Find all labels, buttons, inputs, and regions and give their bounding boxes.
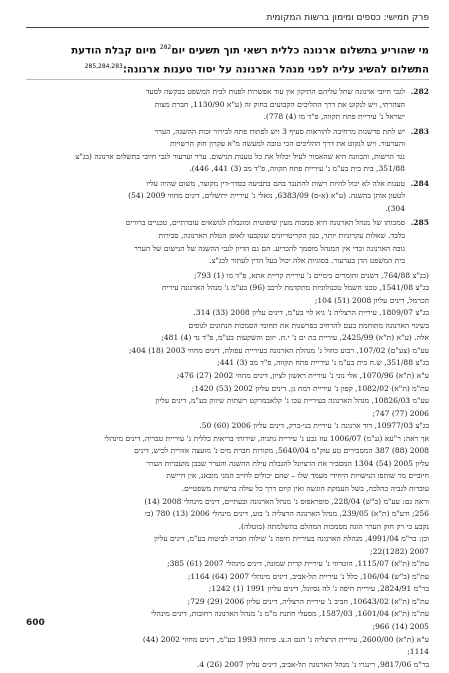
footnote-line — [26, 190, 429, 203]
footnote-text: נגד הרשות, והכוונה היא שהאמור לעיל יכלול את כל טענות הנישום. ערר וערעור לגבי חיובי בתשלום ארנונה (בג"צ — [75, 151, 405, 161]
citation-line: וכן: בר"מ 4991/04, מנהלת הארנונה בעיריית חיפה נ' שילוח חברה לביטוח בע"מ, דינים עליון — [153, 534, 429, 544]
footnote-line — [26, 243, 429, 256]
citation-line: בג"צ 351/88, ש.ח בית בע"מ נ' עיריית פתח תקווה, פ"ד מב (3) 441; — [217, 358, 429, 368]
citation-line: בג"צ 1541/08, טכנו חשמל טכנולוגיות מתקדמת לרכב (96) בע"מ נ' מנהל הארנונה עירית — [161, 283, 429, 293]
citation-line: בג"צ 1809/07, עיריית הרצליה נ' גיא לוי בע"מ, דינים עליון 2008 (33) 314. — [193, 308, 429, 318]
footnote-divider — [26, 79, 429, 80]
citation-line: 1114; — [407, 647, 429, 657]
heading-line-1-text: מי שהוריע בתשלום ארנונה כללית רשאי תוך תשעים יום — [171, 45, 429, 57]
footnote-text: 304). — [385, 203, 405, 213]
citation-line: עובדות לגביה כהלכה, בשל העמקת הוגשה ואין קיום דרך כל עולה ברשויות משפטיים. — [181, 483, 429, 493]
footnote-line — [26, 99, 429, 112]
footnote-text: ישראל נ' עיריית פתח תקווה, פ"ד מו (4) 778). — [263, 112, 405, 122]
citation-line: בר"מ 2824/91, עיריית חיפה נ' לה נסיונל, דינים עליון 1991 (1) 1242; — [208, 584, 429, 594]
citation-line: נקבע כי רק חוק הערר הוגה מסמכות המהלם בהשלמתה (בוטלה). — [238, 521, 429, 531]
footnote-284 — [26, 178, 429, 216]
citation-line: ע"א (ת"א) 2600/00, עיריית הרצליה נ' חנס ה.צ. פיתוח 1993 בע"מ, דינים מחוזי 2002 (44) — [142, 634, 429, 644]
footnote-line — [26, 217, 429, 230]
footnote-line — [26, 163, 429, 176]
footnote-line — [26, 230, 429, 243]
citation-line: 2008 (88) 387 המסבירים טע עוק"מ 5640/04, מקורות חברת מים נ' מועצה אזורית לכיש, דינים — [134, 446, 429, 456]
footnote-text: לגבי חיובי ארנונה שחל עליהם התיקון אין עוד אפשרות לפנות לבית המשפט בבקשה לסעד — [145, 87, 405, 96]
citation-line: 2006 (77) 747; — [372, 408, 429, 418]
header-rule — [26, 27, 429, 28]
citation-line: בשינוי הארנונה מתוחמת בעם להרחיב בפרשנות את תחומי הסמכות הנתונים לגופים — [188, 320, 429, 330]
footnote-line — [26, 138, 429, 151]
citation-line: עת"מ (ת"א) 1082/02, קפון נ' עיריית רמת גן, דינים עליון 2002 (53) 1420; — [191, 383, 429, 393]
citation-line: עת"מ (ת"א) 1115/07, הוטרוזי נ' עיריית קרית שמונה, דינים מינהלי 2007 (61) 385; — [167, 559, 429, 569]
citation-line: ע"א (ת"א) 1070/96, אלי נוני נ' עיריית ראשון לציון, דינים מחוזי 2002 (27) 476; — [176, 371, 429, 381]
footnote-line — [26, 151, 429, 164]
heading-line-1-end: מיום קבלת הודעת — [71, 45, 157, 57]
footnote-text: הצהרתי, ויש לנקוט את דרך ההליכים הקבועים בחוק זה (ע"א 1130/90, חברת מצות — [154, 99, 405, 109]
footnote-number: 282. — [410, 87, 429, 96]
citation-line: עע"מ 10826/03, מנהל הארנונה בעיריית עכו נ' קלאבמרקט רשתות שיווק בע"מ, דינים עליון — [155, 396, 429, 406]
footnote-285 — [26, 217, 429, 267]
citation-line: חיוביים מר שותפו הנישויות היחידי מעמד שלו – שהם יכולים לחייב המני מובאנ, אין דרישת — [166, 471, 429, 481]
footnote-line — [26, 86, 429, 99]
footnote-282 — [26, 86, 429, 124]
footnote-line — [26, 255, 429, 268]
citation-line: הכרמל, דינים עליון 2008 (51) 104; — [314, 295, 429, 305]
footnote-text: 351/88, בית בית בע"מ נ' עיריית פתח תקווה, פ"ד מב (3) 441, 446). — [189, 164, 405, 174]
footnote-text: בית המשפט הדן בערעור. בסוגיות אלה יכול בעל הדין לעתור לבג"צ. — [209, 256, 405, 266]
footnote-text: גובה הארנונה וכדי אין המנהל מוסמך להכריע. הם גם הדיון לגבי ההשגה של הנישום של הערר — [134, 243, 405, 253]
citation-line: עת"מ (ת"א) 10643/02, חביב נ' עיריית הרצליה, דינים עליון 2006 (29) 729; — [187, 596, 429, 606]
citation-line: עת"מ (ת"א) 1601/04, 1587/03, מסעלי חתנת מ"מ נ' מנהל הארנונה רחובות, דינים מינהלי — [151, 609, 429, 619]
heading-line-1 — [26, 40, 429, 59]
footnote-line — [26, 111, 429, 124]
citation-line: עליון 2005 (54) 1304 המסביר את הרציונל להגבלת עילת ההשגה והערר שבבן מועברות הערר — [146, 458, 429, 468]
citation-line: אך ראה: ר"עא (גנ"מ) 1006/07 עוז גבע נ' עיריית נתניה, שירותי בריאות כללית נ' עיריית טבריה, דינים מינהלי — [104, 433, 429, 443]
footnote-text: טענות אלה לא יכול להיות רשות להתנגד בהם בתביעה בסדר-דין מקוצר, משום שהיה עליו — [146, 178, 405, 188]
citation-line: עת"מ (ב"ש) 106/04, כלל נ' עיריית תל-אביב, דינים מינהלי 2007 (64) 1164; — [187, 571, 429, 581]
citation-line: 2007 (1282)22; — [370, 546, 429, 556]
running-head: פרק חמישי: כספים ומימון ברשות המקומית — [266, 13, 429, 23]
citation-line: בר"מ 9817/06, רינגרו נ' מנהל הארנונה תל-אביב, דינים עליון 2007 (26) 4. — [197, 659, 429, 669]
page-number: 600 — [26, 618, 45, 628]
citation-line: (בג"צ 764/88, דשנים וחומרים כימיים נ' עיריית קריית אתא, פ"ד מו (1) 793; — [194, 270, 429, 280]
footnotes-body — [26, 86, 429, 673]
footnote-text: סמכותו של מנהל הארנונה היא סמכות מעין שיפוטית ומוגבלת לנושאים עובדתיים, טכניים ברורים — [125, 218, 405, 228]
citation-line: וראה גם: עע"מ (ב"ש) 228/04, סופראפוס נ' מנהל הארנונה ובעתיים, דינים מינהלי 2008 (14) — [144, 496, 429, 506]
footnote-line — [26, 178, 429, 191]
footnote-number: 284. — [410, 178, 429, 188]
footnote-text: לטעון אותן בהשגה. (ע"א (א-ס) 6383/09, נזאלי נ' עיריית ירושלים, דינים מחוזי 2009 (54) — [128, 191, 405, 201]
footnote-text: והערעור. ויש לנקוט את דרך ההליכים הכי טובה למעשה מ"א עקרון חוק הרשויות — [170, 139, 405, 149]
citation-line: אלה. (ע"א (ת"א) 2425/99, עיריית בת ים נ' י.ח. יזום והשקעות בע"מ, פ"ד נד (4) 481; — [161, 333, 429, 343]
footnote-line — [26, 203, 429, 216]
section-heading — [26, 40, 429, 79]
footnote-number: 285. — [410, 218, 429, 228]
citation-line: בג"צ 10977/03, דוד ארנונה נ' עיריית בני-ברק, דינים עליון 2006 (60) 50. — [199, 421, 429, 431]
citation-list — [26, 270, 429, 672]
footnote-ref: 285,284,283 — [84, 63, 123, 71]
footnote-text: יש לתת פרשנות מרחיבה להוראות סעיף 3 ויש לפתוח פתח לבירור זכות ההשגה, הערר — [154, 126, 405, 136]
heading-line-2-text: התשלום להשיג עליה לפני מנהל הארנונה על יסוד טענות ארנונה: — [122, 64, 429, 76]
footnote-text: בלבד. שאלות עקרוניות יותר, כגון הקריטריונים שנקבעו לאופן הטלת הארנונה, סבירות — [158, 231, 405, 241]
footnote-ref: 282 — [159, 44, 172, 51]
footnote-line — [26, 126, 429, 139]
citation-line: 2005 (14) 966; — [372, 621, 429, 631]
citation-line: עע"מ (צע"ם) 107/02, רבוע כחול נ' מנהלת הארנונה בעיריית עפולה, דינים מחוזי 2003 (18) 404; — [128, 345, 429, 355]
heading-line-2 — [26, 59, 429, 78]
footnote-number: 283. — [410, 126, 429, 136]
footnote-283 — [26, 126, 429, 176]
citation-line: 256; ודע"מ (ת"א) 239/05, מנהל הארנונה הרצליה נ' בוע, דינים מינהלי 2006 (13) 780 (בו — [144, 509, 429, 519]
